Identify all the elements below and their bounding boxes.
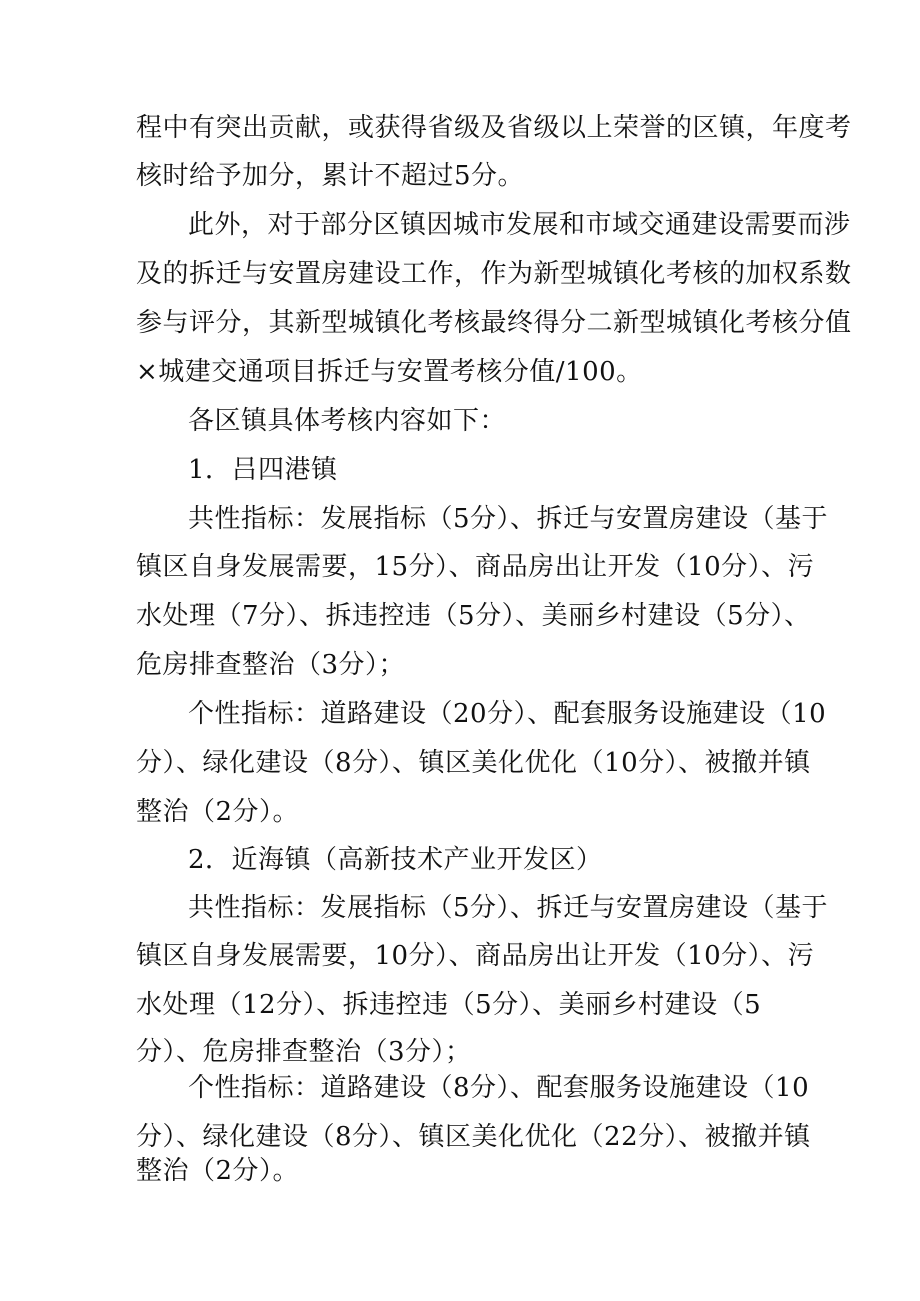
text-line-14: 分）、绿化建设（8分）、镇区美化优化（10分）、被撤并镇 [136, 748, 811, 778]
text-line-16: 2．近海镇（高新技术产业开发区） [188, 845, 603, 875]
text-line-15: 整治（2分）。 [136, 797, 300, 827]
text-line-2: 核时给予加分，累计不超过5分。 [136, 161, 525, 191]
text-line-5: 参与评分，其新型城镇化考核最终得分二新型城镇化考核分值 [136, 308, 852, 338]
text-line-6: ×城建交通项目拆迁与安置考核分值/100。 [136, 357, 643, 387]
text-line-9: 共性指标：发展指标（5分）、拆迁与安置房建设（基于 [188, 504, 829, 534]
text-line-3: 此外，对于部分区镇因城市发展和市域交通建设需要而涉 [188, 210, 851, 240]
text-line-11: 水处理（7分）、拆违控违（5分）、美丽乡村建设（5分）、 [136, 601, 811, 631]
text-line-19: 水处理（12分）、拆违控违（5分）、美丽乡村建设（5 [136, 990, 762, 1020]
text-line-1: 程中有突出贡献，或获得省级及省级以上荣誉的区镇，年度考 [136, 113, 852, 143]
text-line-22: 分）、绿化建设（8分）、镇区美化优化（22分）、被撤并镇 [136, 1122, 811, 1152]
text-line-17: 共性指标：发展指标（5分）、拆迁与安置房建设（基于 [188, 893, 829, 923]
text-line-7: 各区镇具体考核内容如下： [188, 406, 507, 436]
text-line-13: 个性指标：道路建设（20分）、配套服务设施建设（10 [188, 699, 827, 729]
text-line-20: 分）、危房排查整治（3分）； [136, 1037, 472, 1067]
text-line-8: 1．吕四港镇 [188, 455, 338, 485]
text-line-10: 镇区自身发展需要，15分）、商品房出让开发（10分）、污 [136, 552, 815, 582]
text-line-21: 个性指标：道路建设（8分）、配套服务设施建设（10 [188, 1073, 810, 1103]
text-line-4: 及的拆迁与安置房建设工作，作为新型城镇化考核的加权系数 [136, 259, 852, 289]
text-line-12: 危房排查整治（3分）； [136, 650, 406, 680]
text-line-23: 整治（2分）。 [136, 1156, 300, 1186]
text-line-18: 镇区自身发展需要，10分）、商品房出让开发（10分）、污 [136, 941, 815, 971]
